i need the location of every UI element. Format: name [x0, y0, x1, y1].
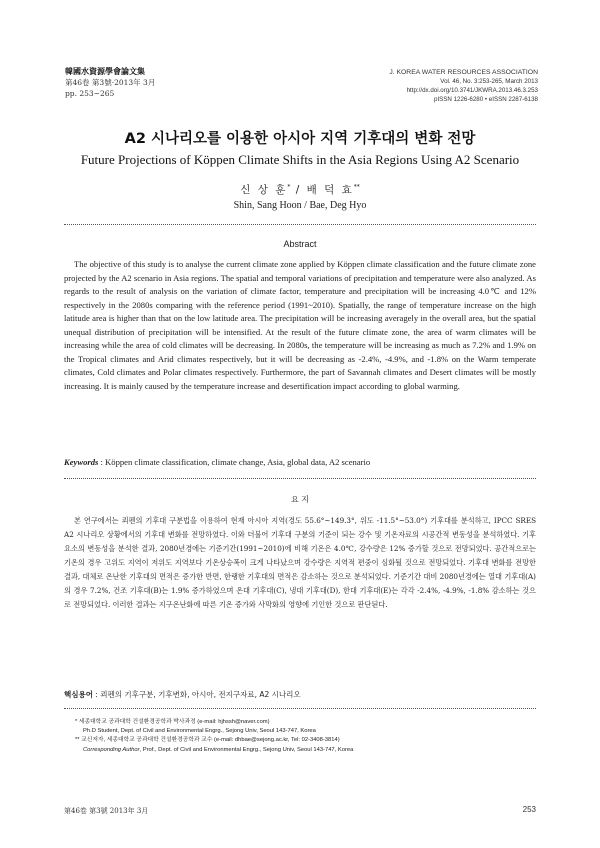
abstract-text: The objective of this study is to analyse the current climate zone applied by Köppen climate classification and the future climate zone projected by the A2 scenario in Asia regions. The spatial and temporal variations of precipitation and temperature were also analyzed. As regards to the result of analysis on the variation of climate factor, temperature and precipitation will be increasing 4.0℃ and 12% respectively in the 2080s comparing with the reference period (1991~2010). Spatially, the range of temperature increase on the high latitude area is higher than that on the low latitude area. The precipitation will be increasing averagely in the overall area, but the spatial unequal distribution of precipitation will be intensified. At the result of the future climate zone, the area of warm climates will be increasing while the area of cold climates will be decreasing. In 2080s, the temperature will be increasing as much as 7.2% and 1.9% on the Tropical climates and Arid climates respectively, but it will be decreasing as -2.4%, -4.9%, and -1.8% on the Warm temperate climates, Cold climates and Polar climates respectively. Furthermore, the part of Savannah climates and Desert climates will be mostly increasing. It is mainly caused by the temperature increase and desertification impact according to global warming.: [64, 259, 536, 391]
footnote-2-ko: ** 교신저자, 세종대학교 공과대학 건설환경공학과 교수 (e-mail: dhbae@sejong.ac.kr, Tel: 02-3408-3814): [75, 737, 340, 744]
footnote-2-en-line: [75, 746, 535, 755]
footnotes: [75, 718, 535, 755]
authors-english: Shin, Sang Hoon / Bae, Deg Hyo: [233, 200, 367, 211]
footer-volume: 第46卷 第3號 2013年 3月: [64, 807, 149, 815]
author-separator: /: [290, 184, 307, 196]
journal-header-left: [65, 66, 155, 99]
footnote-1-ko: * 세종대학교 공과대학 건설환경공학과 박사과정 (e-mail: hjhssh@naver.com): [75, 719, 270, 725]
author-1-mark: *: [287, 183, 291, 191]
journal-name-en: J. KOREA WATER RESOURCES ASSOCIATION: [389, 69, 538, 76]
korean-keywords-text: : 쾨펜의 기후구분, 기후변화, 아시아, 전지구자료, A2 시나리오: [92, 690, 301, 699]
keywords-text: : Köppen climate classification, climate change, Asia, global data, A2 scenario: [98, 457, 371, 467]
divider: [64, 478, 536, 479]
journal-header-right: [389, 68, 538, 104]
summary-heading: 요 지: [291, 495, 309, 504]
abstract-heading: Abstract: [283, 239, 317, 249]
summary-text: 본 연구에서는 쾨펜의 기후대 구분법을 이용하여 현재 아시아 지역(경도 55.6°~149.3°, 위도 -11.5°~53.0°) 기후대를 분석하고, IPCC SRES A2 시나리오 상황에서의 기후대 변화를 전망하였다. 이와 더불어 기후대 구분의 기준이 되는 강수 및 기온자료의 시공간적 변동성을 분석하였다. 기후요소의 변동성을 분석한 결과, 2080년경에는 기준기간(1991~2010)에 비해 기온은 4.0℃, 강수량은 12% 증가할 것으로 전망되었다. 공간적으로는 기온의 경우 고위도 지역이 저위도 지역보다 기온상승폭이 크게 나타났으며 강수량은 지역적 편중이 심화될 것으로 전망되었다. 기후대 변화를 전망한 결과, 대체로 온난한 기후대의 면적은 증가한 반면, 한랭한 기후대의 면적은 감소하는 것으로 분석되었다. 기준기간 대비 2080년경에는 열대 기후대(A)의 경우 7.2%, 건조 기후대(B)는 1.9% 증가하였으며 온대 기후대(C), 냉대 기후대(D), 한대 기후대(E)는 각각 -2.4%, -4.9%, -1.8% 감소하는 것으로 전망되었다. 이러한 결과는 지구온난화에 따른 기온 증가와 사막화의 영향에 기인한 것으로 판단된다.: [64, 516, 536, 609]
keywords-line: [64, 457, 536, 467]
title-korean: A2 시나리오를 이용한 아시아 지역 기후대의 변화 전망: [124, 131, 476, 147]
author-2: 배 덕 효: [306, 184, 354, 196]
footnote-1-en: Ph.D Student, Dept. of Civil and Environmental Engrg., Sejong Univ, Seoul 143-747, Korea: [83, 728, 316, 735]
volume-en: Vol. 46, No. 3:253-265, March 2013: [440, 78, 538, 85]
page-number: 253: [522, 805, 536, 814]
korean-keywords-label: 핵심용어: [64, 690, 93, 699]
divider: [64, 708, 536, 709]
footnote-2-role: Corresponding Author: [83, 746, 140, 753]
journal-name-ko: 韓國水資源學會論文集: [65, 67, 145, 76]
author-2-mark: **: [353, 183, 360, 191]
title-english: Future Projections of Köppen Climate Shifts in the Asia Regions Using A2 Scenario: [80, 152, 520, 167]
volume-ko: 第46卷 第3號·2013年 3月: [65, 78, 156, 87]
authors-korean: [0, 182, 600, 197]
author-1: 신 상 훈: [240, 184, 288, 196]
keywords-label: Keywords: [64, 457, 99, 467]
footnote-2-en: , Prof., Dept. of Civil and Environmental Engrg., Sejong Univ, Seoul 143-747, Korea: [139, 746, 354, 753]
page-range: pp. 253~265: [65, 89, 115, 98]
divider: [64, 224, 536, 225]
korean-keywords-line: [64, 689, 536, 700]
issn: pISSN 1226-6280 • eISSN 2287-6138: [434, 96, 538, 103]
doi-link[interactable]: http://dx.doi.org/10.3741/JKWRA.2013.46.3.253: [406, 87, 538, 94]
